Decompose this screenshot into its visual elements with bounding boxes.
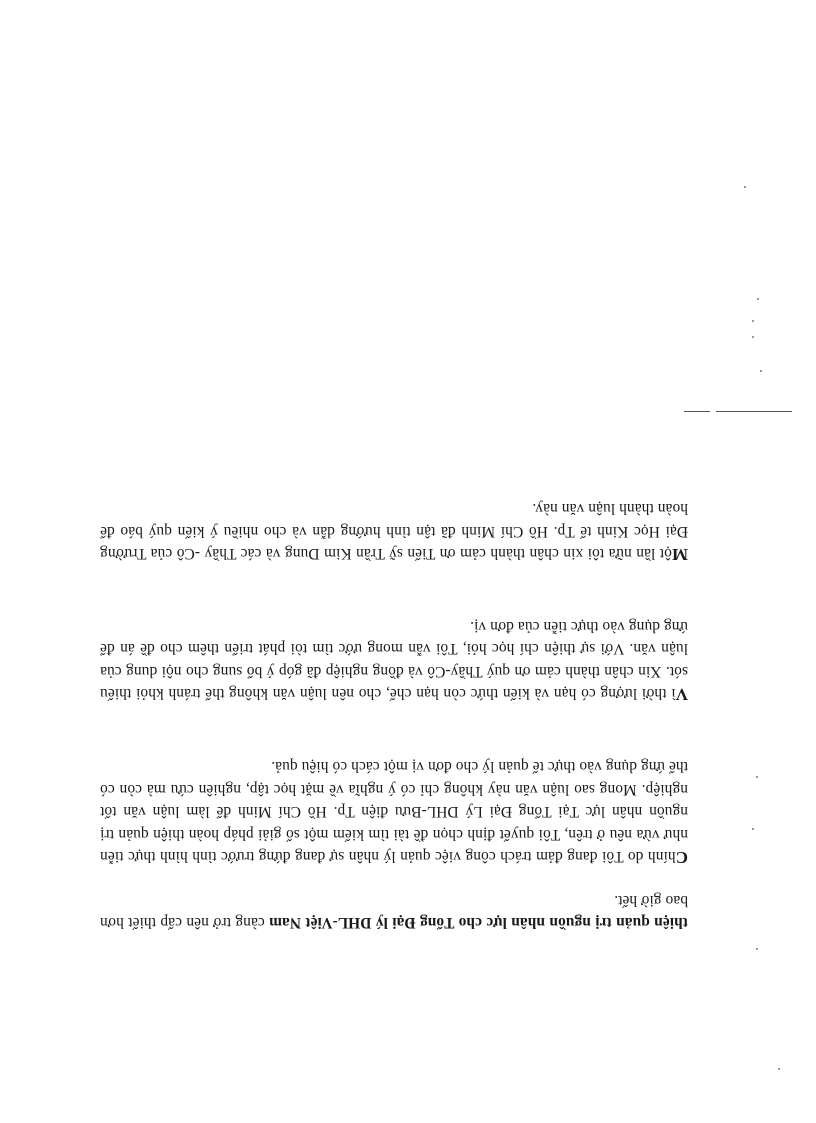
intro-paragraph (100, 888, 688, 933)
scan-speck (752, 320, 754, 322)
scan-speck (760, 370, 762, 372)
scan-speck (756, 776, 758, 778)
paragraph-mot-lan-nua (100, 497, 688, 565)
dropcap-m: M (671, 545, 688, 564)
scan-rule-mark (716, 411, 792, 412)
scan-speck (752, 336, 754, 338)
paragraph-3-text: ột lần nữa tôi xin chân thành cảm ơn Tiến sỹ Trần Kim Dung và các Thầy -Cô của Trường Đại Học Kinh tế Tp. Hồ Chí Minh đã tận tình hướng dẫn và cho nhiều ý kiến quý báo để hoàn thành luận văn này. (100, 500, 688, 562)
paragraph-vi-thoi-luong (100, 614, 688, 705)
paragraph-chinh-do (100, 755, 688, 868)
intro-bold-lead: thiện quản trị nguồn nhân lực cho Tổng Đại lý DHL-Việt Nam (269, 914, 688, 931)
paragraph-2-text: ì thời lượng có hạn và kiến thức còn hạn chế, cho nên luận văn không thể tránh khỏi thiếu sót. Xin chân thành cảm ơn quý Thầy-Cô và đồng nghiệp đã góp ý bổ sung cho nội dung của luận văn. Với sự thiện chí học hỏi, Tôi vẫn mong ước tìm tòi phát triển thêm cho đề án để ứng dụng vào thực tiễn của đơn vị. (100, 617, 688, 702)
scan-speck (752, 828, 754, 830)
intro-rest: càng trở nên cấp thiết hơn bao giờ hết. (100, 891, 688, 931)
paragraph-1-text: hính do Tôi đang đảm trách công việc quản lý nhân sự đang đứng trước tình hình thực tiễn như vừa nêu ở trên, Tôi quyết định chọn đề tài tìm kiếm một số giải pháp hoàn thiện quản trị nguồn nhân lực Tại Tổng Đại Lý DHL-Bưu điện Tp. Hồ Chí Minh để làm luận văn tốt nghiệp. Mong sao luận văn này không chỉ có ý nghĩa về mặt học tập, nghiên cứu mà còn có thể ứng dụng vào thực tế quản lý cho đơn vị một cách có hiệu quả. (100, 758, 688, 865)
dropcap-c: C (675, 848, 688, 867)
scan-speck (756, 948, 758, 950)
dropcap-v: V (675, 685, 688, 704)
scan-speck (757, 298, 759, 300)
scan-speck (778, 1068, 780, 1070)
scan-speck (744, 186, 746, 188)
scan-rule-mark (684, 411, 710, 412)
